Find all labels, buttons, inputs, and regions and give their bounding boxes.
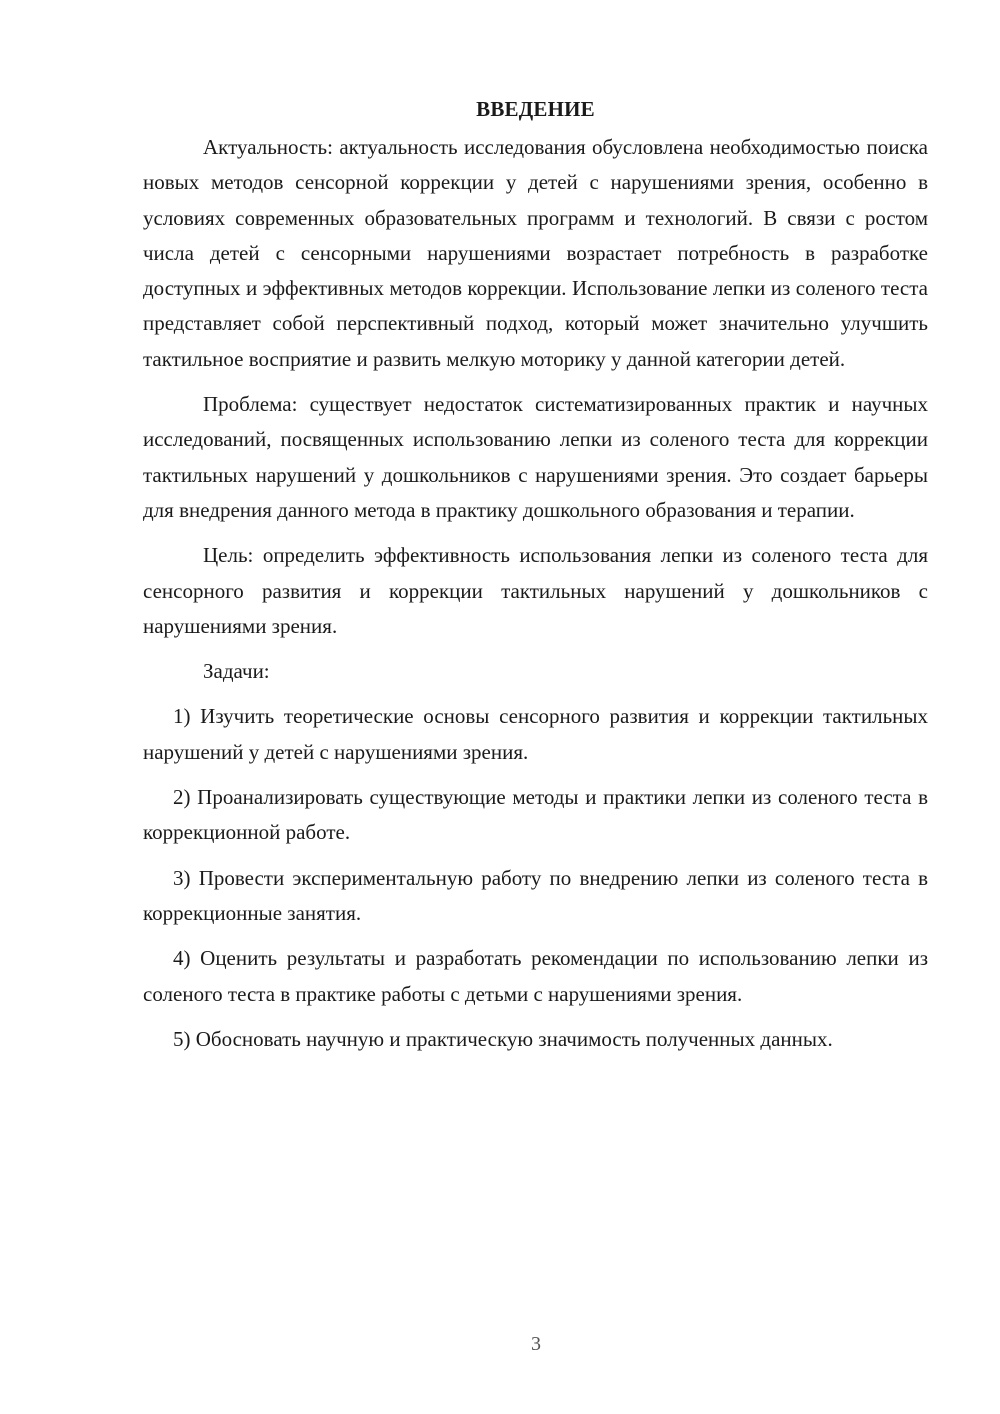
task-item-1: 1) Изучить теоретические основы сенсорного развития и коррекции тактильных нарушений у детей с нарушениями зрения.: [143, 704, 928, 764]
task-item-2: 2) Проанализировать существующие методы и практики лепки из соленого теста в коррекционной работе.: [143, 785, 928, 845]
goal-paragraph: Цель: определить эффективность использования лепки из соленого теста для сенсорного развития и коррекции тактильных нарушений у дошкольников с нарушениями зрения.: [143, 543, 928, 638]
document-page: [143, 92, 928, 1067]
section-heading: ВВЕДЕНИЕ: [476, 97, 595, 121]
task-item-5: 5) Обосновать научную и практическую значимость полученных данных.: [173, 1026, 833, 1051]
task-item-3: 3) Провести экспериментальную работу по внедрению лепки из соленого теста в коррекционные занятия.: [143, 865, 928, 925]
task-item-4: 4) Оценить результаты и разработать рекомендации по использованию лепки из соленого теста в практике работы с детьми с нарушениями зрения.: [143, 946, 928, 1006]
relevance-paragraph: Актуальность: актуальность исследования обусловлена необходимостью поиска новых методов сенсорной коррекции у детей с нарушениями зрения, особенно в условиях современных образовательных программ и технологий. В связи с ростом числа детей с сенсорными нарушениями возрастает потребность в разработке доступных и эффективных методов коррекции. Использование лепки из соленого теста представляет собой перспективный подход, который может значительно улучшить тактильное восприятие и развить мелкую моторику у данной категории детей.: [143, 135, 928, 371]
tasks-label: Задачи:: [203, 659, 270, 684]
tasks-list: [143, 699, 928, 1057]
page-number: 3: [531, 1333, 541, 1355]
problem-paragraph: Проблема: существует недостаток систематизированных практик и научных исследований, посвященных использованию лепки из соленого теста для коррекции тактильных нарушений у дошкольников с нарушениями зрения. Это создает барьеры для внедрения данного метода в практику дошкольного образования и терапии.: [143, 392, 928, 522]
